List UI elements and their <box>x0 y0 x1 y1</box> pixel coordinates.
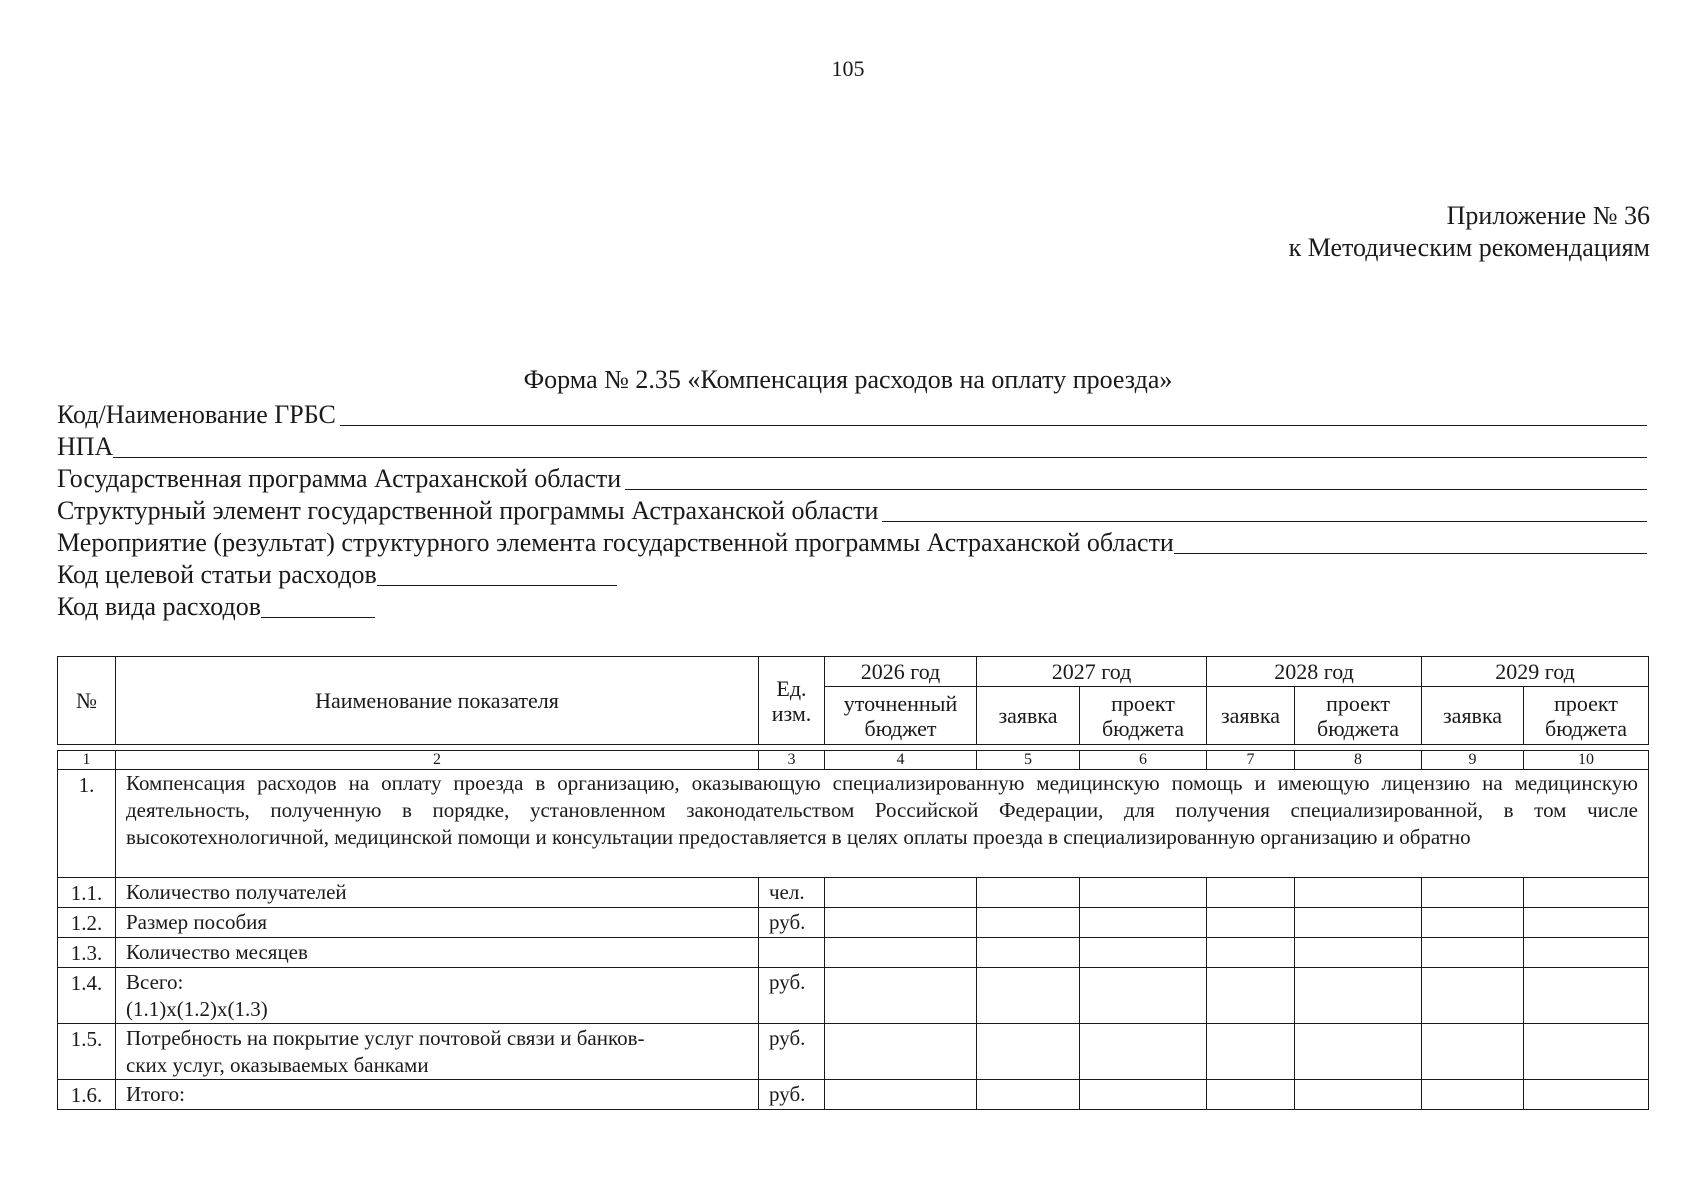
value-cell[interactable] <box>825 878 977 908</box>
value-cell[interactable] <box>1295 938 1422 968</box>
row-unit: руб. <box>759 908 825 938</box>
field-structural-element <box>57 494 1647 526</box>
column-number: 7 <box>1207 751 1295 770</box>
row-num: 1.5. <box>58 1024 116 1080</box>
row-unit: руб. <box>759 1080 825 1110</box>
value-cell[interactable] <box>1295 878 1422 908</box>
section-description: Компенсация расходов на оплату проезда в организацию, оказывающую специализированную медицинскую помощь и имеющую лицензию на медицинскую деятельность, полученную в порядке, установленном законодательством Российской Федерации, для получения специализированной, в том числе высокотехнологичной, медицинской помощи и консультации предоставляется в целях оплаты проезда в специализированную организацию и обратно <box>116 770 1649 878</box>
column-number: 1 <box>58 751 116 770</box>
appendix-line-1: Приложение № 36 <box>1446 201 1650 230</box>
section-num: 1. <box>58 770 116 878</box>
field-gov-program-blank[interactable] <box>625 465 1647 490</box>
value-cell[interactable] <box>825 968 977 1024</box>
header-2029-request: заявка <box>1422 687 1524 745</box>
table-row <box>58 1080 1649 1110</box>
header-year-2026: 2026 год <box>825 657 977 687</box>
field-npa-label: НПА <box>57 432 114 461</box>
value-cell[interactable] <box>1080 1080 1207 1110</box>
row-name <box>116 908 759 938</box>
header-year-2029: 2029 год <box>1422 657 1649 687</box>
row-num: 1.2. <box>58 908 116 938</box>
header-2027-draft-budget: проект бюджета <box>1080 687 1207 745</box>
value-cell[interactable] <box>1207 1024 1295 1080</box>
field-measure <box>57 526 1647 558</box>
row-name-line: Размер пособия <box>126 910 268 934</box>
header-year-2028: 2028 год <box>1207 657 1422 687</box>
column-number-row <box>58 751 1649 770</box>
value-cell[interactable] <box>977 938 1080 968</box>
value-cell[interactable] <box>1207 938 1295 968</box>
row-name <box>116 968 759 1024</box>
header-2026-refined-budget: уточненный бюджет <box>825 687 977 745</box>
value-cell[interactable] <box>1422 908 1524 938</box>
value-cell[interactable] <box>1295 968 1422 1024</box>
value-cell[interactable] <box>1207 1080 1295 1110</box>
field-expense-type-code-label: Код вида расходов <box>57 592 261 621</box>
field-npa <box>57 430 1647 462</box>
section-row <box>58 770 1649 878</box>
field-target-article-code <box>57 558 1647 590</box>
value-cell[interactable] <box>1524 908 1649 938</box>
row-name <box>116 1080 759 1110</box>
header-name: Наименование показателя <box>116 657 759 745</box>
value-cell[interactable] <box>825 908 977 938</box>
column-number: 8 <box>1295 751 1422 770</box>
form-title: Форма № 2.35 «Компенсация расходов на оплату проезда» <box>523 365 1173 394</box>
value-cell[interactable] <box>1422 938 1524 968</box>
column-number: 5 <box>977 751 1080 770</box>
table-row <box>58 908 1649 938</box>
field-grbs-label: Код/Наименование ГРБС <box>57 400 336 429</box>
value-cell[interactable] <box>1524 938 1649 968</box>
table-row <box>58 968 1649 1024</box>
header-2027-request: заявка <box>977 687 1080 745</box>
value-cell[interactable] <box>1422 968 1524 1024</box>
value-cell[interactable] <box>1080 938 1207 968</box>
field-expense-type-code <box>57 590 1647 622</box>
value-cell[interactable] <box>1524 1024 1649 1080</box>
row-name-line: Количество месяцев <box>126 940 308 964</box>
row-name-line: ских услуг, оказываемых банками <box>126 1053 429 1077</box>
value-cell[interactable] <box>977 968 1080 1024</box>
column-number: 6 <box>1080 751 1207 770</box>
appendix-line-2: к Методическим рекомендациям <box>1288 233 1650 262</box>
column-number: 10 <box>1524 751 1649 770</box>
value-cell[interactable] <box>1080 908 1207 938</box>
row-num: 1.3. <box>58 938 116 968</box>
field-measure-label: Мероприятие (результат) структурного элемента государственной программы Астраханской области <box>57 528 1174 557</box>
column-number: 2 <box>116 751 759 770</box>
data-table <box>57 750 1649 1110</box>
value-cell[interactable] <box>1295 908 1422 938</box>
value-cell[interactable] <box>1524 878 1649 908</box>
value-cell[interactable] <box>977 878 1080 908</box>
row-name <box>116 938 759 968</box>
header-2028-request: заявка <box>1207 687 1295 745</box>
row-num: 1.4. <box>58 968 116 1024</box>
field-gov-program-label: Государственная программа Астраханской области <box>57 464 622 493</box>
row-unit: руб. <box>759 1024 825 1080</box>
field-target-article-code-blank[interactable] <box>377 561 617 586</box>
header-2028-draft-budget: проект бюджета <box>1295 687 1422 745</box>
value-cell[interactable] <box>1080 1024 1207 1080</box>
value-cell[interactable] <box>1524 1080 1649 1110</box>
row-name-line: Всего: <box>126 970 184 994</box>
value-cell[interactable] <box>1080 968 1207 1024</box>
table-header <box>57 656 1649 745</box>
field-npa-blank[interactable] <box>113 433 1647 458</box>
value-cell[interactable] <box>1524 968 1649 1024</box>
page-number: 105 <box>831 56 865 81</box>
row-formula: (1.1)x(1.2)x(1.3) <box>126 997 268 1021</box>
value-cell[interactable] <box>977 1024 1080 1080</box>
value-cell[interactable] <box>977 1080 1080 1110</box>
value-cell[interactable] <box>1422 1024 1524 1080</box>
value-cell[interactable] <box>1080 878 1207 908</box>
header-year-2027: 2027 год <box>977 657 1207 687</box>
table-row <box>58 1024 1649 1080</box>
value-cell[interactable] <box>1295 1024 1422 1080</box>
table-row <box>58 878 1649 908</box>
field-expense-type-code-blank[interactable] <box>261 593 375 618</box>
field-grbs-blank[interactable] <box>340 401 1647 426</box>
value-cell[interactable] <box>1207 878 1295 908</box>
header-unit: Ед. изм. <box>759 657 825 745</box>
value-cell[interactable] <box>1295 1080 1422 1110</box>
form-fields <box>57 398 1647 622</box>
field-structural-element-blank[interactable] <box>882 497 1647 522</box>
row-name-line: Итого: <box>126 1082 185 1106</box>
row-name <box>116 1024 759 1080</box>
value-cell[interactable] <box>1207 908 1295 938</box>
value-cell[interactable] <box>977 908 1080 938</box>
field-gov-program <box>57 462 1647 494</box>
value-cell[interactable] <box>825 1080 977 1110</box>
row-unit: руб. <box>759 968 825 1024</box>
header-num: № <box>58 657 116 745</box>
row-num: 1.1. <box>58 878 116 908</box>
appendix-note <box>1289 200 1650 264</box>
field-target-article-code-label: Код целевой статьи расходов <box>57 560 377 589</box>
row-num: 1.6. <box>58 1080 116 1110</box>
field-grbs <box>57 398 1647 430</box>
row-unit <box>759 938 825 968</box>
header-2029-draft-budget: проект бюджета <box>1524 687 1649 745</box>
row-name <box>116 878 759 908</box>
column-number: 9 <box>1422 751 1524 770</box>
row-name-line: Количество получателей <box>126 880 347 904</box>
row-name-line: Потребность на покрытие услуг почтовой связи и банков- <box>126 1026 645 1050</box>
column-number: 4 <box>825 751 977 770</box>
column-number: 3 <box>759 751 825 770</box>
value-cell[interactable] <box>1422 1080 1524 1110</box>
row-unit: чел. <box>759 878 825 908</box>
value-cell[interactable] <box>1207 968 1295 1024</box>
field-structural-element-label: Структурный элемент государственной программы Астраханской области <box>57 496 879 525</box>
value-cell[interactable] <box>825 1024 977 1080</box>
value-cell[interactable] <box>1422 878 1524 908</box>
value-cell[interactable] <box>825 938 977 968</box>
field-measure-blank[interactable] <box>1174 529 1647 554</box>
table-row <box>58 938 1649 968</box>
